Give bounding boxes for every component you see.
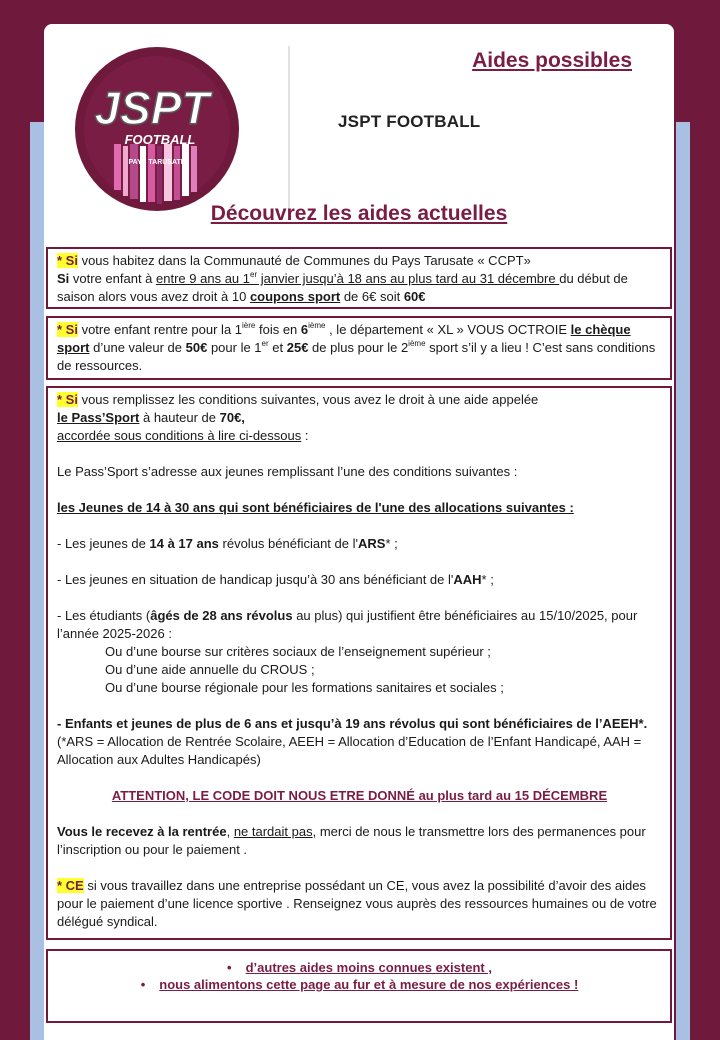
text: votre enfant à [69,271,157,286]
right-blue-band [676,122,690,1040]
pass-value: 70€, [219,410,245,425]
text: vous habitez dans la Communauté de Communes du Pays Tarusate « CCPT» [77,253,531,268]
list-item: • d’autres aides moins connues existent , [227,960,492,975]
pass-sport-box: * Si vous remplissez les conditions suivantes, vous avez le droit à une aide appelée le Pass’Sport à hauteur de 70€, accordée sous conditions à lire ci-dessous : Le Pass’Sport s’adresse aux jeunes remplissant l’une des conditions suivantes : les Jeunes de 14 à 30 ans qui sont bénéficiaires de l'une des allocations suivantes : - Les jeunes de 14 à 17 ans révolus bénéficiant de l'ARS* ; - Les jeunes en situation de handicap jusqu’à 30 ans bénéficiant de l'AAH* ; - Les étudiants (âgés de 28 ans révolus au plus) qui justifient être bénéficiaires au 15/10/2025, pour l’année 2025-2026 : Ou d’une bourse sur critères sociaux de l’enseignement supérieur ; Ou d’une aide annuelle du CROUS ; Ou d’une bourse régionale pour les formations sanitaires et sociales ; - Enfants et jeunes de plus de 6 ans et jusqu’à 19 ans révolus qui sont bénéficiaires de l’AEEH*. (*ARS = Allocation de Rentrée Scolaire, AEEH = Allocation d’Education de l’Enfant Handicapé, AAH = Allocation aux Adultes Handicapés) ATTENTION, LE CODE DOIT NOUS ETRE DONNÉ au plus tard au 15 DÉCEMBRE Vous le recevez à la rentrée, ne tardait pas, merci de nous le transmettre lors des permanences pour l’inscription ou pour le paiement . * CE si vous travaillez dans une entreprise possédant un CE, vous avez la possibilité d’avoir des aides pour le paiement d’une licence sportive . Renseignez vous auprès des ressources humaines ou de votre délégué syndical. [46,386,672,940]
text: fois en [255,322,301,337]
text: sport s’il y a lieu ! C’est sans conditions de ressources. [57,340,656,373]
text: Si [57,271,70,286]
si-highlight: * Si [57,392,78,407]
left-blue-band [30,122,44,1040]
list-item: • nous alimentons cette page au fur et à mesure de nos expériences ! [140,977,579,992]
text: et [268,340,287,355]
logo-text: JSPT [94,82,210,134]
text: de plus pour le 2 [308,340,409,355]
list-item: Ou d’une aide annuelle du CROUS ; [105,662,315,677]
ce-highlight: * CE [57,878,84,893]
intro-text: Le Pass’Sport s’adresse aux jeunes remplissant l’une des conditions suivantes : [57,464,518,479]
list-item: Ou d’une bourse sur critères sociaux de l’enseignement supérieur ; [105,644,491,659]
text: pour le 1 [207,340,262,355]
cheque-sport-box: * Si votre enfant rentre pour la $1^{ière}$ fois en 6ième , le département « XL » VOUS OCTROIE le chèque sport d’une valeur de 50€ pour le 1er et 25€ de plus pour le 2ième sport s’il y a lieu ! C’est sans conditions de ressources. [46,316,672,380]
coupons-total: 60€ [403,289,426,304]
si-highlight: * Si [57,253,78,268]
value-50: 50€ [185,340,208,355]
conditions-link: accordée sous conditions à lire ci-dessous [57,428,302,443]
header-divider [288,46,290,218]
attention-notice: ATTENTION, LE CODE DOIT NOUS ETRE DONNÉ au plus tard au 15 DÉCEMBRE [111,788,608,803]
abbreviations-note: (*ARS = Allocation de Rentrée Scolaire, AEEH = Allocation d’Education de l’Enfant Handicapé, AAH = Allocation aux Adultes Handicapés) [57,734,642,767]
other-aids-box [46,949,672,1023]
jspt-logo [74,46,240,212]
text: si vous travaillez dans une entreprise possédant un CE, vous avez la possibilité d’avoir des aides pour le paiement d’une licence sportive . Renseignez vous auprès des ressources humaines ou de votre délégué syndical. [57,878,657,929]
text: vous remplissez les conditions suivantes, vous avez le droit à une aide appelée [77,392,539,407]
page-card [44,24,674,1040]
logo-subtext: FOOTBALL [124,132,196,147]
pass-sport: le Pass’Sport [57,410,140,425]
si-highlight: * Si [57,322,78,337]
text: , le département « XL » VOUS OCTROIE [325,322,571,337]
text: de 6€ soit [340,289,404,304]
logo-ring-text: PAYS TARUSATE [128,159,186,166]
brand-name: JSPT FOOTBALL [338,112,481,131]
page-title: Aides possibles [472,49,632,72]
list-item: Ou d’une bourse régionale pour les formations sanitaires et sociales ; [105,680,504,695]
text: d’une valeur de [89,340,186,355]
eligibility-heading: les Jeunes de 14 à 30 ans qui sont bénéficiaires de l'une des allocations suivantes : [57,500,574,515]
age-range: entre 9 ans au 1er janvier jusqu’à 18 ans au plus tard au 31 décembre [156,270,560,286]
coupons-sport: coupons sport [249,289,341,304]
cheque-sport: le chèque sport [57,322,631,355]
text: du début de saison alors vous avez droit à 10 [57,271,628,304]
value-25: 25€ [286,340,309,355]
text: votre enfant rentre pour la 1 [77,322,243,337]
ccpt-aid-box [46,247,672,309]
aeeh-condition: - Enfants et jeunes de plus de 6 ans et jusqu’à 19 ans révolus qui sont bénéficiaires de l’AEEH*. [57,716,648,731]
headline: Découvrez les aides actuelles [210,202,508,225]
